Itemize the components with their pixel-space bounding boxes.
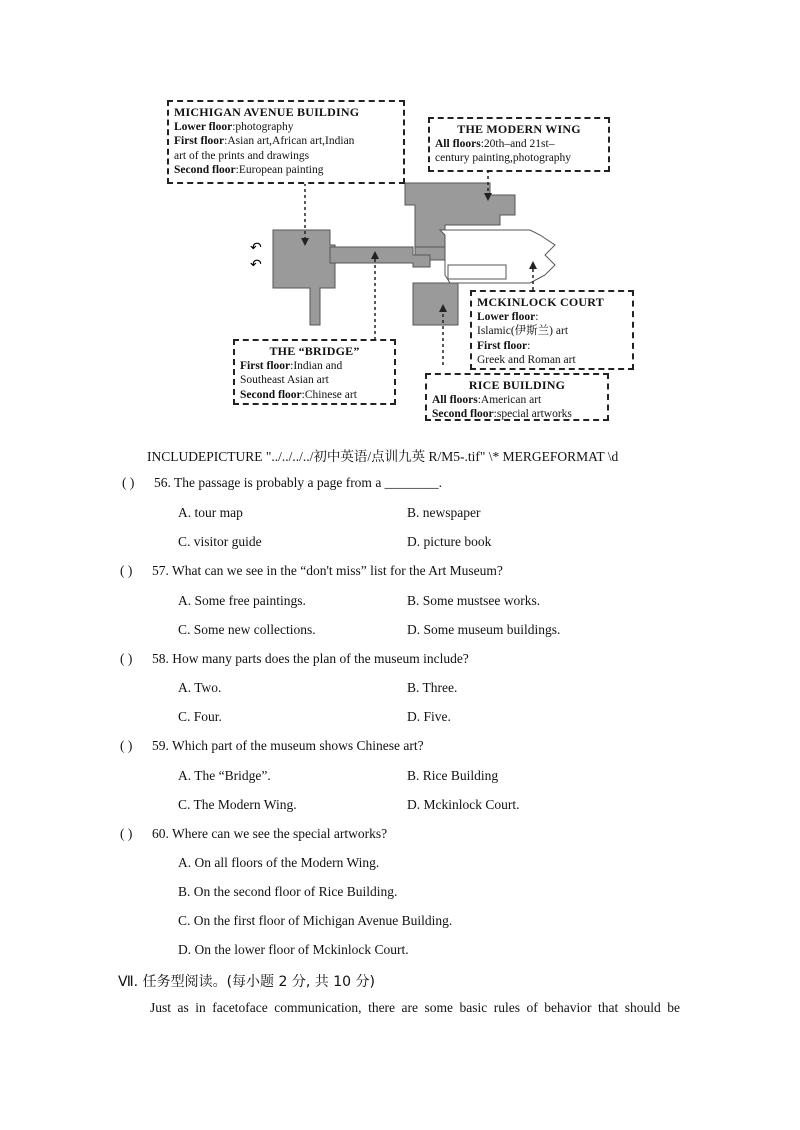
option: C. Four. (178, 709, 222, 724)
option: C. Some new collections. (178, 622, 316, 637)
bridge-title: THE “BRIDGE” (269, 344, 360, 358)
option: B. Three. (407, 680, 458, 695)
answer-blank: ( ) (120, 651, 133, 666)
modern-wing-line: All floors:20th–and 21st– (435, 137, 555, 150)
answer-blank: ( ) (120, 738, 133, 753)
option: A. The “Bridge”. (178, 768, 271, 783)
option: B. newspaper (407, 505, 481, 520)
option: B. Some mustsee works. (407, 593, 541, 608)
option: D. Five. (407, 709, 451, 724)
option: A. On all floors of the Modern Wing. (178, 855, 380, 870)
reading-paragraph: Just as in facetoface communication, there are some basic rules of behavior that should be (150, 1000, 680, 1015)
question-56 (122, 475, 442, 491)
mckinlock-line: Greek and Roman art (477, 354, 576, 366)
option: D. On the lower floor of Mckinlock Court. (178, 942, 409, 957)
answer-blank: ( ) (122, 475, 135, 490)
michigan-line: art of the prints and drawings (174, 149, 310, 162)
rice-title: RICE BUILDING (468, 378, 566, 392)
option: D. Some museum buildings. (407, 622, 561, 637)
mckinlock-line: Islamic(伊斯兰) art (477, 325, 569, 337)
option: A. tour map (178, 505, 243, 520)
field-code-text: INCLUDEPICTURE "../../../../初中英语/点训九英 R/M5-.tif" \* MERGEFORMAT \d (147, 449, 619, 464)
michigan-title: MICHIGAN AVENUE BUILDING (174, 105, 360, 119)
bridge-line: Southeast Asian art (240, 374, 329, 386)
michigan-building-shape (273, 230, 335, 325)
question-text: 57. What can we see in the “don't miss” list for the Art Museum? (152, 563, 503, 578)
modern-wing-label (428, 117, 610, 172)
section-heading: Ⅶ. 任务型阅读。(每小题 2 分, 共 10 分) (118, 974, 375, 990)
michigan-label (167, 100, 405, 184)
michigan-line: First floor:Asian art,African art,Indian (174, 135, 355, 147)
bridge-line: Second floor:Chinese art (240, 388, 357, 401)
option: B. Rice Building (407, 768, 499, 783)
option: B. On the second floor of Rice Building. (178, 884, 398, 899)
entrance-arrow-icon: ↶ (250, 240, 262, 256)
modern-wing-line: century painting,photography (435, 152, 572, 164)
question-text: 58. How many parts does the plan of the museum include? (152, 651, 469, 666)
rice-building-shape (413, 283, 458, 325)
bridge-label (233, 339, 396, 405)
option: C. On the first floor of Michigan Avenue Building. (178, 913, 453, 928)
modern-wing-title: THE MODERN WING (457, 122, 581, 136)
question-57 (120, 563, 503, 579)
option: A. Some free paintings. (178, 593, 306, 608)
answer-blank: ( ) (120, 563, 133, 578)
mckinlock-label (470, 290, 634, 370)
question-60 (120, 826, 387, 842)
rice-label (425, 373, 609, 421)
rice-line: All floors:American art (432, 393, 542, 406)
option: C. The Modern Wing. (178, 797, 297, 812)
rice-line: Second floor:special artworks (432, 408, 572, 420)
question-text: 60. Where can we see the special artworks? (152, 826, 388, 841)
bridge-line: First floor:Indian and (240, 359, 343, 372)
question-59 (120, 738, 424, 754)
michigan-line: Second floor:European painting (174, 164, 324, 176)
question-58 (120, 651, 469, 667)
question-text: 56. The passage is probably a page from a ________. (154, 475, 443, 490)
michigan-line: Lower floor:photography (174, 120, 294, 133)
mckinlock-title: MCKINLOCK COURT (477, 295, 604, 309)
inner-room (448, 265, 506, 279)
answer-blank: ( ) (120, 826, 133, 841)
entrance-arrow-icon: ↶ (250, 257, 262, 273)
option: C. visitor guide (178, 534, 262, 549)
option: A. Two. (178, 680, 222, 695)
museum-map-figure (160, 95, 640, 425)
mckinlock-line: First floor: (477, 339, 531, 352)
mckinlock-line: Lower floor: (477, 310, 539, 323)
option: D. Mckinlock Court. (407, 797, 520, 812)
question-text: 59. Which part of the museum shows Chinese art? (152, 738, 424, 753)
option: D. picture book (407, 534, 492, 549)
